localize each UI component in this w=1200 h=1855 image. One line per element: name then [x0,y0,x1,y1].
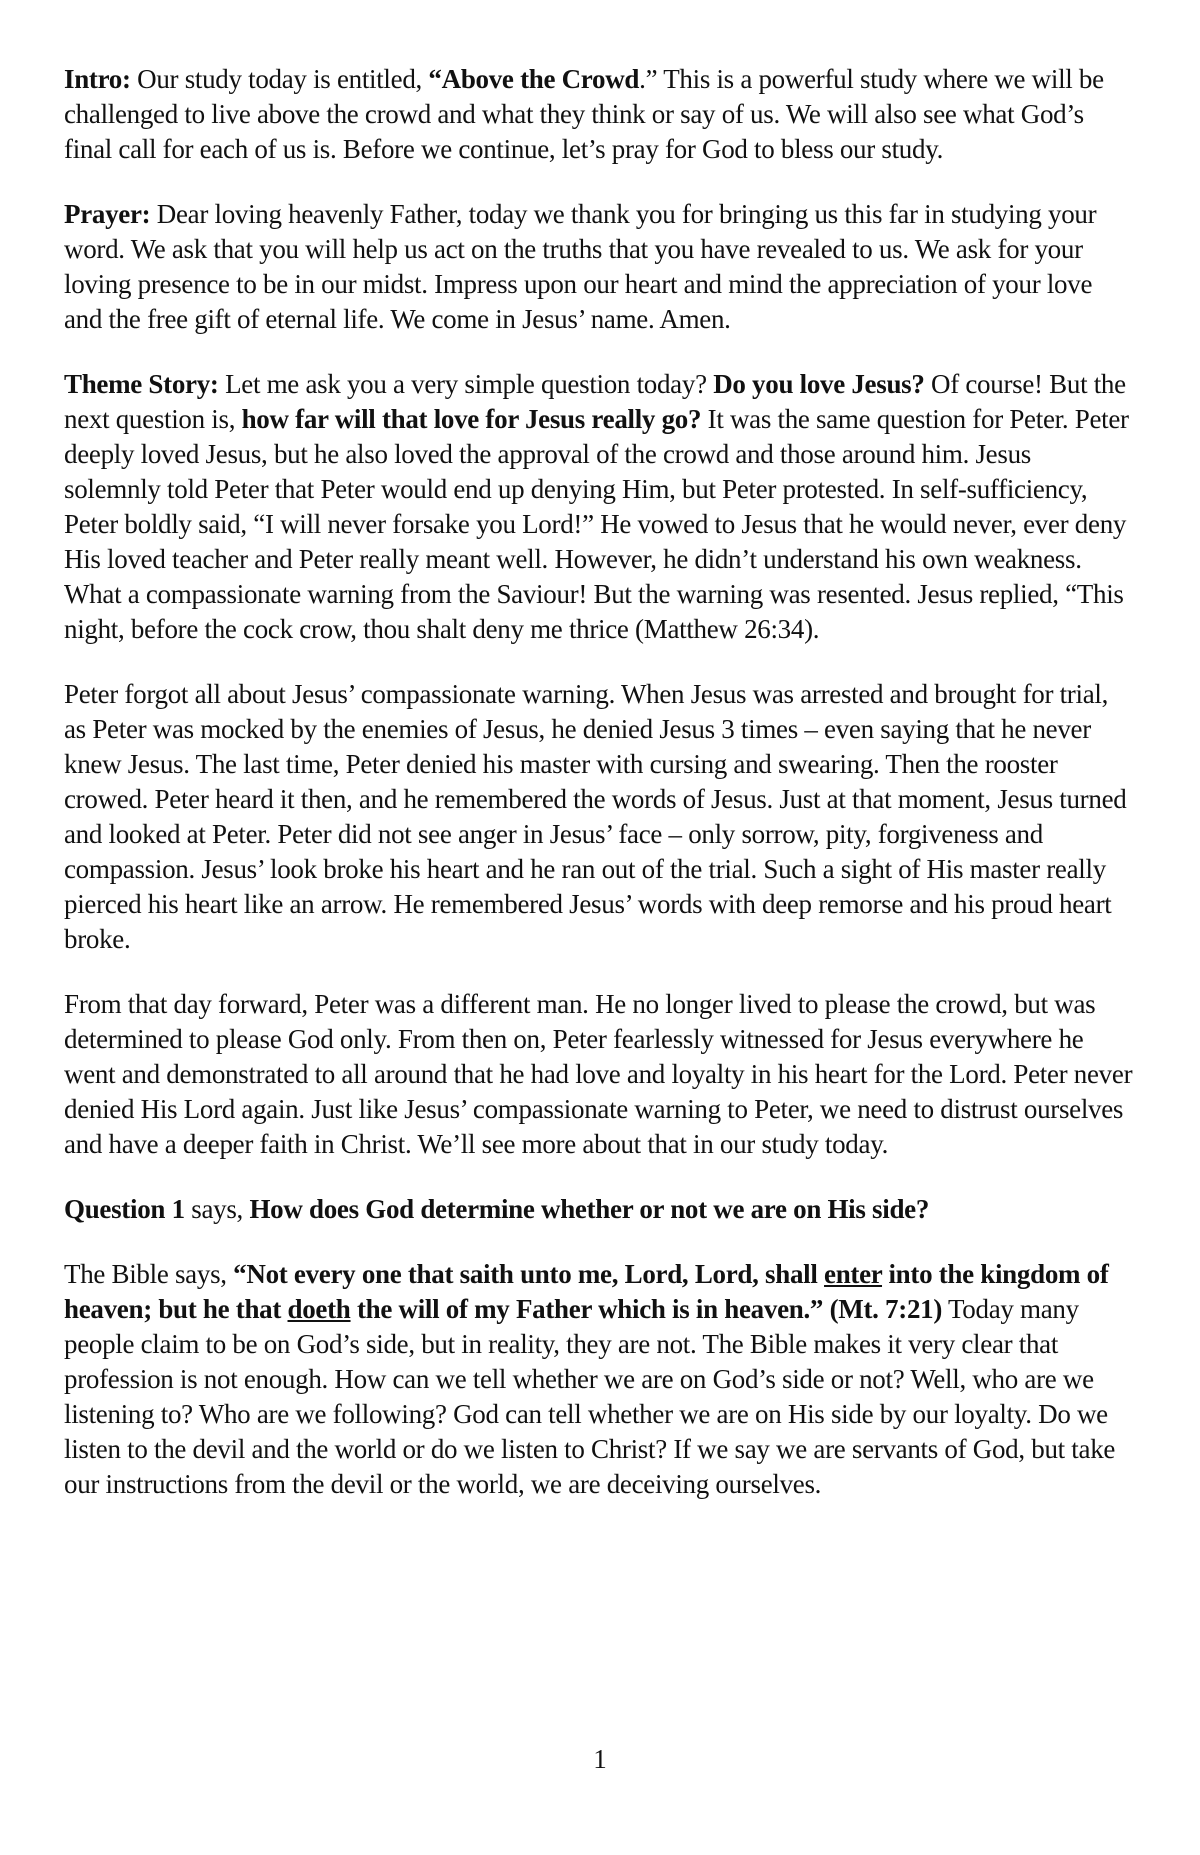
intro-paragraph [64,62,1134,167]
page-number: 1 [593,1744,607,1774]
bible-quote-part-2: into the kingdom of heaven; but he that [64,1259,1109,1324]
theme-story-question-1: Do you love Jesus? [713,369,925,399]
answer-1-text: Today many people claim to be on God’s side, but in reality, they are not. The Bible makes it very clear that profession is not enough. How can we tell whether we are on God’s side or not? Well, who are we listening to? Who are we following? God can tell whether we are on His side by our loyalty. Do we listen to the devil and the world or do we listen to Christ? If we say we are servants of God, but take our instructions from the devil or the world, we are deceiving ourselves. [64,1294,1116,1499]
question-1-text: How does God determine whether or not we are on His side? [249,1194,930,1224]
theme-story-text-3: It was the same question for Peter. Peter deeply loved Jesus, but he also loved the approval of the crowd and those around him. Jesus solemnly told Peter that Peter would end up denying Him, but Peter protested. In self-sufficiency, Peter boldly said, “I will never forsake you Lord!” He vowed to Jesus that he would never, ever deny His loved teacher and Peter really meant well. However, he didn’t understand his own weakness. What a compassionate warning from the Saviour! But the warning was resented. Jesus replied, “This night, before the cock crow, thou shalt deny me thrice (Matthew 26:34). [64,404,1129,644]
intro-text-1: Our study today is entitled, [130,64,429,94]
intro-label: Intro: [64,64,131,94]
changed-man-paragraph: From that day forward, Peter was a different man. He no longer lived to please the crowd, but was determined to please God only. From then on, Peter fearlessly witnessed for Jesus everywhere he went and demonstrated to all around that he had love and loyalty in his heart for the Lord. Peter never denied His Lord again. Just like Jesus’ compassionate warning to Peter, we need to distrust ourselves and have a deeper faith in Christ. We’ll see more about that in our study today. [64,989,1133,1159]
question-1-label: Question 1 [64,1194,185,1224]
question-1-says: says, [184,1194,250,1224]
question-1-heading [64,1192,1134,1227]
bible-quote-enter: enter [824,1259,883,1289]
answer-1-paragraph [64,1257,1134,1502]
bible-quote-part-1: “Not every one that saith unto me, Lord, Lord, shall [233,1259,825,1289]
prayer-label: Prayer: [64,199,151,229]
study-title: “Above the Crowd [428,64,640,94]
intro-text-2: .” This is a powerful study where we will be challenged to live above the crowd and what they think or say of us. We will also see what God’s final call for each of us is. Before we continue, let’s pray for God to bless our study. [64,64,1104,164]
theme-story-question-2: how far will that love for Jesus really go? [241,404,702,434]
answer-1-lead: The Bible says, [64,1259,234,1289]
theme-story-label: Theme Story: [64,369,219,399]
prayer-paragraph [64,197,1134,337]
prayer-text: Dear loving heavenly Father, today we thank you for bringing us this far in studying your word. We ask that you will help us act on the truths that you have revealed to us. We ask for your loving presence to be in our midst. Impress upon our heart and mind the appreciation of your love and the free gift of eternal life. We come in Jesus’ name. Amen. [64,199,1097,334]
bible-quote-part-3: the will of my Father which is in heaven.” (Mt. 7:21) [350,1294,943,1324]
theme-story-text-1: Let me ask you a very simple question today? [218,369,714,399]
denial-paragraph: Peter forgot all about Jesus’ compassionate warning. When Jesus was arrested and brought for trial, as Peter was mocked by the enemies of Jesus, he denied Jesus 3 times – even saying that he never knew Jesus. The last time, Peter denied his master with cursing and swearing. Then the rooster crowed. Peter heard it then, and he remembered the words of Jesus. Just at that moment, Jesus turned and looked at Peter. Peter did not see anger in Jesus’ face – only sorrow, pity, forgiveness and compassion. Jesus’ look broke his heart and he ran out of the trial. Such a sight of His master really pierced his heart like an arrow. He remembered Jesus’ words with deep remorse and his proud heart broke. [64,679,1127,954]
theme-story-text-2: Of course! But the next question is, [64,369,1126,434]
document-page [64,62,1134,1532]
bible-quote-doeth: doeth [287,1294,351,1324]
theme-story-paragraph [64,367,1134,647]
